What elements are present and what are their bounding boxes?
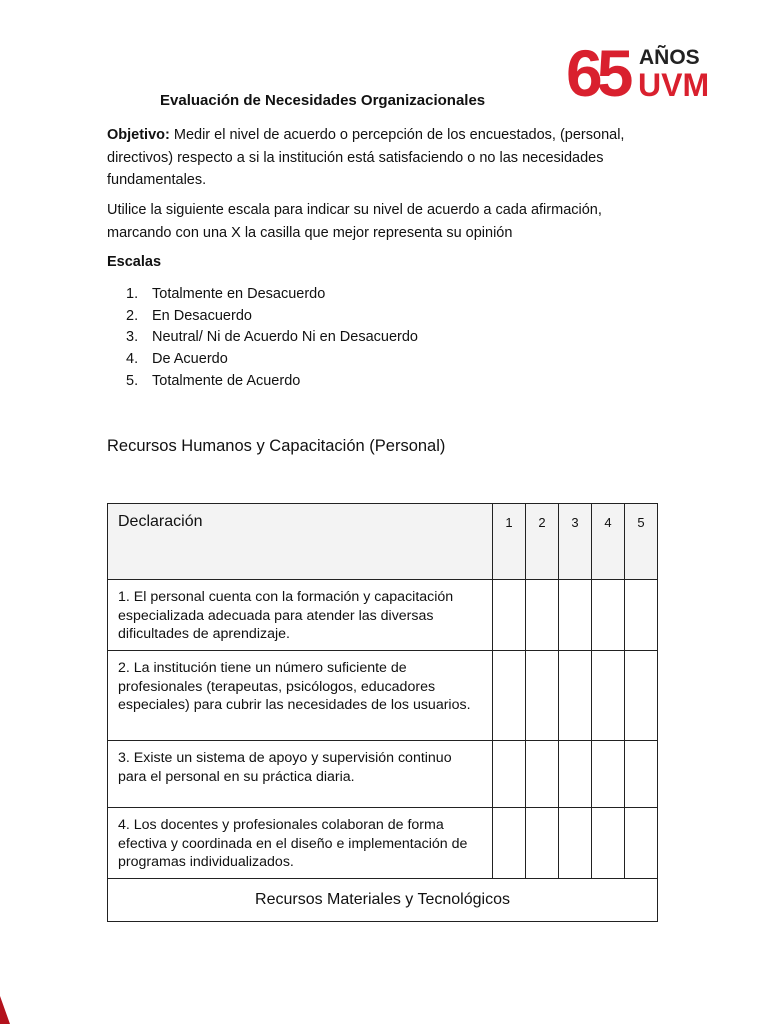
survey-table (107, 503, 658, 922)
answer-cell-2[interactable] (526, 741, 559, 808)
uvm-65-years-logo (566, 36, 726, 106)
instructions-paragraph: Utilice la siguiente escala para indicar su nivel de acuerdo a cada afirmación, marcando con una X la casilla que mejor representa su opinión (107, 202, 602, 241)
answer-cell-3[interactable] (559, 651, 592, 741)
objective-paragraph (107, 124, 667, 192)
scale-item: 1. Totalmente en Desacuerdo (126, 286, 326, 302)
statement-cell: 1. El personal cuenta con la formación y capacitación especializada adecuada para atender las diversas dificultades de aprendizaje. (108, 580, 493, 651)
scales-heading: Escalas (107, 254, 162, 270)
objective-label: Objetivo: (107, 127, 170, 143)
declaration-header: Declaración (108, 504, 493, 580)
answer-cell-1[interactable] (493, 808, 526, 879)
answer-cell-4[interactable] (592, 741, 625, 808)
scale-header-2: 2 (526, 504, 559, 580)
statement-cell: 2. La institución tiene un número suficiente de profesionales (terapeutas, psicólogos, educadores especiales) para cubrir las necesidades de los usuarios. (108, 651, 493, 741)
answer-cell-5[interactable] (625, 808, 658, 879)
section-title: Recursos Humanos y Capacitación (Personal) (107, 437, 446, 455)
answer-cell-3[interactable] (559, 741, 592, 808)
next-section-title: Recursos Materiales y Tecnológicos (108, 879, 658, 922)
statement-cell: 3. Existe un sistema de apoyo y supervisión continuo para el personal en su práctica diaria. (108, 741, 493, 808)
table-row (108, 808, 658, 879)
logo-graphic (566, 36, 726, 106)
document-title: Evaluación de Necesidades Organizacionales (160, 92, 486, 109)
answer-cell-2[interactable] (526, 808, 559, 879)
answer-cell-3[interactable] (559, 580, 592, 651)
answer-cell-4[interactable] (592, 580, 625, 651)
answer-cell-3[interactable] (559, 808, 592, 879)
table-header-row (108, 504, 658, 580)
objective-text: Medir el nivel de acuerdo o percepción de los encuestados, (personal, directivos) respecto a si la institución está satisfaciendo o no las necesidades fundamentales. (107, 127, 625, 188)
scale-item: 3. Neutral/ Ni de Acuerdo Ni en Desacuerdo (126, 329, 418, 346)
scale-item: 5. Totalmente de Acuerdo (126, 372, 301, 389)
answer-cell-1[interactable] (493, 741, 526, 808)
answer-cell-4[interactable] (592, 651, 625, 741)
answer-cell-5[interactable] (625, 651, 658, 741)
answer-cell-2[interactable] (526, 580, 559, 651)
statement-cell: 4. Los docentes y profesionales colaboran de forma efectiva y coordinada en el diseño e implementación de programas individualizados. (108, 808, 493, 879)
scale-header-1: 1 (493, 504, 526, 580)
answer-cell-4[interactable] (592, 808, 625, 879)
table-row (108, 741, 658, 808)
scale-item: 2. En Desacuerdo (126, 307, 252, 324)
answer-cell-2[interactable] (526, 651, 559, 741)
answer-cell-1[interactable] (493, 580, 526, 651)
scale-header-4: 4 (592, 504, 625, 580)
logo-number: 65 (566, 36, 628, 106)
scale-item: 4. De Acuerdo (126, 351, 228, 368)
answer-cell-5[interactable] (625, 580, 658, 651)
answer-cell-1[interactable] (493, 651, 526, 741)
corner-decoration-icon (0, 996, 14, 1024)
logo-years: AÑOS (639, 46, 700, 69)
scale-list (126, 284, 418, 392)
table-row (108, 651, 658, 741)
scale-header-3: 3 (559, 504, 592, 580)
scale-header-5: 5 (625, 504, 658, 580)
table-row (108, 580, 658, 651)
table-section-row (108, 879, 658, 922)
answer-cell-5[interactable] (625, 741, 658, 808)
logo-brand: UVM (638, 67, 710, 103)
